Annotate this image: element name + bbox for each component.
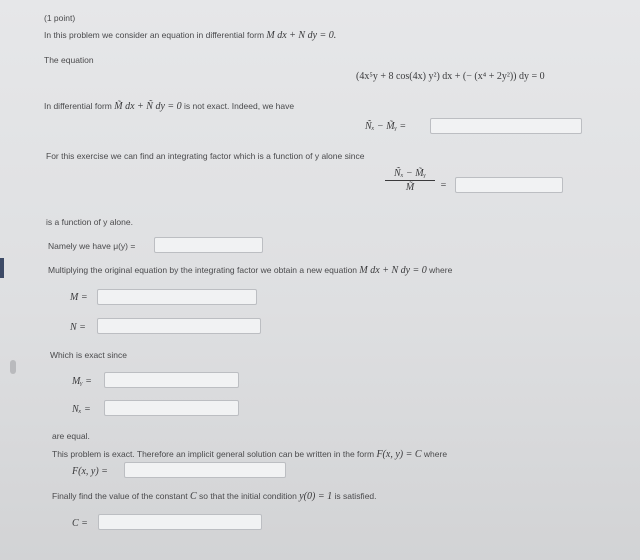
not-exact-line	[44, 101, 294, 112]
ratio-input[interactable]	[455, 177, 563, 193]
mu-input[interactable]	[154, 237, 263, 253]
function-of-y-text: is a function of y alone.	[46, 217, 133, 227]
constant-line	[52, 491, 377, 502]
left-edge-marker	[0, 258, 4, 278]
implicit-line	[52, 449, 447, 460]
fraction-equals: =	[440, 180, 447, 191]
c-label: C =	[72, 518, 88, 529]
integrating-factor-text: For this exercise we can find an integrating factor which is a function of y alone since	[46, 151, 365, 161]
constant-text: Finally find the value of the constant	[52, 491, 188, 501]
intro-form: M dx + N dy = 0.	[266, 30, 337, 41]
nx-label: Nₓ =	[72, 404, 91, 415]
points-label: (1 point)	[44, 13, 76, 23]
my-input[interactable]	[104, 372, 239, 388]
are-equal-text: are equal.	[52, 431, 90, 441]
initial-condition: y(0) = 1	[299, 491, 333, 502]
not-exact-suffix: is not exact. Indeed, we have	[184, 101, 295, 111]
fraction-numerator: Ñₓ − M̃ᵧ	[394, 168, 426, 179]
fxy-label: F(x, y) =	[72, 466, 108, 477]
n-label: N =	[70, 322, 86, 333]
implicit-suffix: where	[423, 449, 448, 459]
nx-minus-my-label: Ñₓ − M̃ᵧ =	[365, 121, 407, 132]
constant-c: C	[190, 491, 197, 502]
ratio-fraction	[385, 168, 435, 193]
multiply-form: M dx + N dy = 0	[359, 265, 427, 276]
intro-line	[44, 30, 336, 41]
implicit-form: F(x, y) = C	[376, 449, 422, 460]
implicit-text: This problem is exact. Therefore an implicit general solution can be written in the form	[52, 449, 375, 459]
intro-text: In this problem we consider an equation in differential form	[44, 30, 265, 40]
my-label: Mᵧ =	[72, 376, 92, 387]
m-input[interactable]	[97, 289, 257, 305]
screen-smudge	[10, 360, 16, 374]
constant-end: is satisfied.	[334, 491, 377, 501]
multiply-text: Multiplying the original equation by the integrating factor we obtain a new equation	[48, 265, 358, 275]
mu-label: Namely we have μ(y) =	[48, 241, 136, 251]
n-input[interactable]	[97, 318, 261, 334]
fxy-input[interactable]	[124, 462, 286, 478]
equation-formula: (4x⁵y + 8 cos(4x) y²) dx + (− (x⁴ + 2y²)) dy = 0	[356, 71, 545, 82]
constant-mid: so that the initial condition	[199, 491, 297, 501]
not-exact-prefix: In differential form	[44, 101, 112, 111]
exact-since-text: Which is exact since	[50, 350, 127, 360]
m-label: M =	[70, 292, 88, 303]
nx-input[interactable]	[104, 400, 239, 416]
fraction-denominator: M̃	[405, 182, 415, 193]
multiply-line	[48, 265, 452, 276]
nx-minus-my-input[interactable]	[430, 118, 582, 134]
multiply-suffix: where	[429, 265, 453, 275]
c-input[interactable]	[98, 514, 262, 530]
not-exact-form: M̃ dx + Ñ dy = 0	[114, 101, 182, 112]
fraction-bar	[385, 180, 435, 181]
equation-label: The equation	[44, 55, 94, 65]
